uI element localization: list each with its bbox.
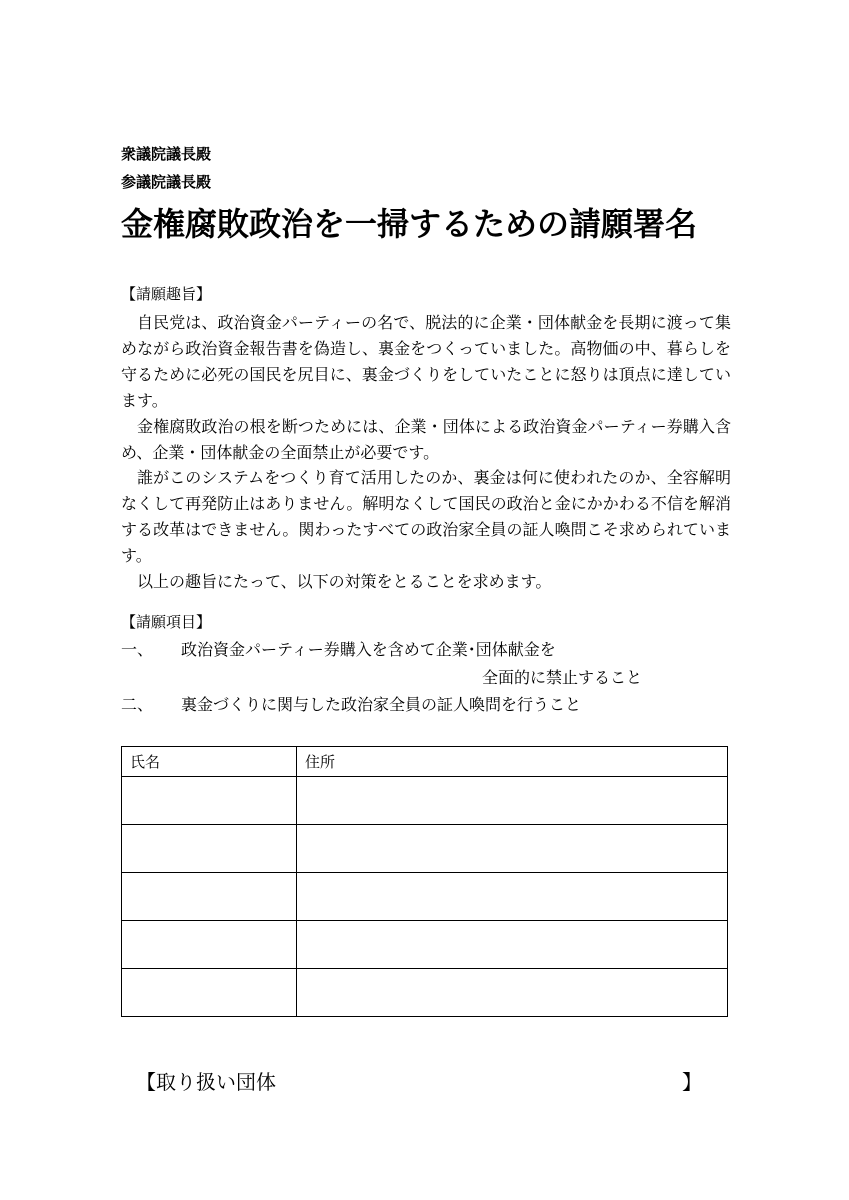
address-cell[interactable] — [297, 921, 728, 969]
address-column-header: 住所 — [297, 747, 728, 777]
address-cell[interactable] — [297, 825, 728, 873]
addressee-house-of-councillors: 参議院議長殿 — [121, 173, 212, 191]
name-cell[interactable] — [122, 777, 297, 825]
address-cell[interactable] — [297, 777, 728, 825]
item-text: 裏金づくりに関与した政治家全員の証人喚問を行うこと — [181, 695, 582, 714]
petition-item-1 — [121, 639, 556, 661]
address-cell[interactable] — [297, 969, 728, 1017]
petition-item-2 — [121, 694, 581, 716]
page-title: 金権腐敗政治を一掃するための請願署名 — [121, 205, 698, 243]
item-number: 一、 — [121, 640, 154, 659]
name-cell[interactable] — [122, 921, 297, 969]
purpose-paragraph: 以上の趣旨にたって、以下の対策をとることを求めます。 — [137, 572, 552, 592]
table-row — [122, 921, 728, 969]
items-heading: 【請願項目】 — [121, 613, 212, 631]
signature-table — [121, 746, 728, 1017]
purpose-heading: 【請願趣旨】 — [121, 285, 212, 303]
purpose-body — [121, 310, 731, 595]
table-row — [122, 873, 728, 921]
petition-item-1-continuation: 全面的に禁止すること — [482, 668, 643, 687]
purpose-paragraph: 誰がこのシステムをつくり育て活用したのか、裏金は何に使われたのか、全容解明なくして再発防止はありません。解明なくして国民の政治と金にかかわる不信を解消する改革はできません。関わったすべての政治家全員の証人喚問こそ求められています。 — [121, 468, 731, 566]
signature-table-header — [122, 747, 728, 777]
name-cell[interactable] — [122, 873, 297, 921]
address-cell[interactable] — [297, 873, 728, 921]
table-row — [122, 969, 728, 1017]
purpose-paragraph: 自民党は、政治資金パーティーの名で、脱法的に企業・団体献金を長期に渡って集めながら政治資金報告書を偽造し、裏金をつくっていました。高物価の中、暮らしを守るために必死の国民を尻目に、裏金づくりをしていたことに怒りは頂点に達しています。 — [121, 313, 731, 410]
table-row — [122, 825, 728, 873]
purpose-paragraph: 金権腐敗政治の根を断つためには、企業・団体による政治資金パーティー券購入含め、企業・団体献金の全面禁止が必要です。 — [121, 416, 731, 462]
handling-organization-label: 【取り扱い団体 — [136, 1070, 276, 1094]
item-text: 政治資金パーティー券購入を含めて企業･団体献金を — [181, 640, 556, 659]
addressee-house-of-representatives: 衆議院議長殿 — [121, 145, 212, 163]
name-cell[interactable] — [122, 969, 297, 1017]
name-cell[interactable] — [122, 825, 297, 873]
name-column-header: 氏名 — [122, 747, 297, 777]
table-row — [122, 777, 728, 825]
item-number: 二、 — [121, 695, 154, 714]
handling-organization-bracket: 】 — [682, 1070, 702, 1094]
